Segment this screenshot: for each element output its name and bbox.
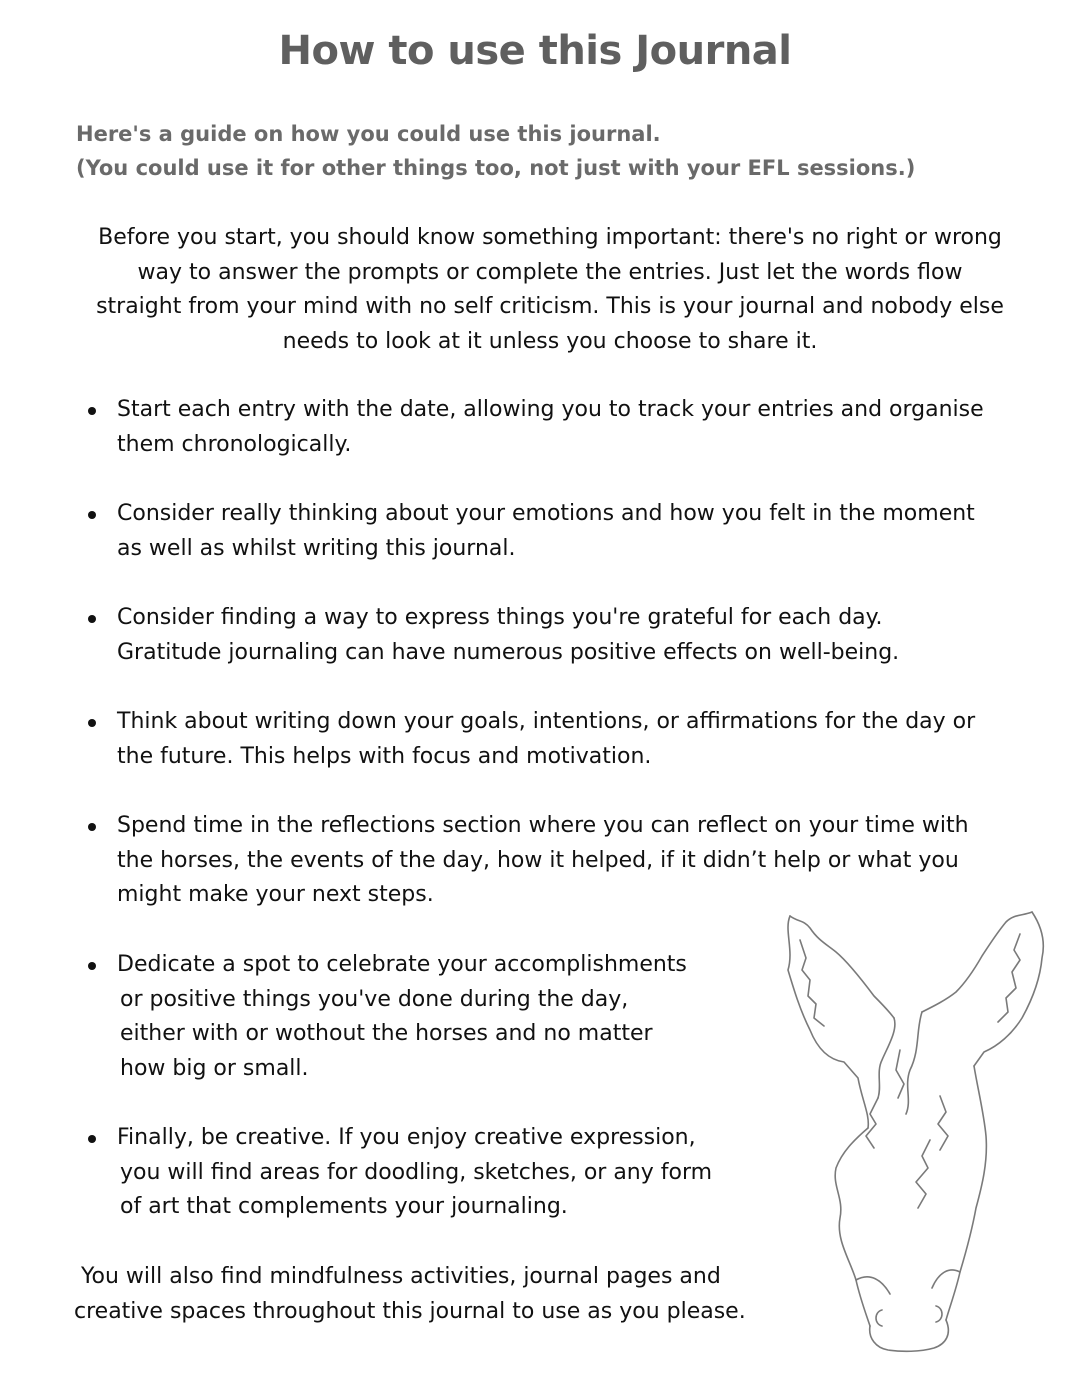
tip-line: Finally, be creative. If you enjoy creative expression, [117, 1125, 696, 1150]
closing-paragraph [74, 1260, 794, 1329]
list-item [88, 809, 1037, 913]
intro-line: (You could use it for other things too, not just with your EFL sessions.) [76, 156, 916, 180]
preface-line: Before you start, you should know something important: there's no right or wrong [98, 225, 1002, 250]
tip-line: as well as whilst writing this journal. [117, 535, 516, 561]
list-item [88, 393, 1037, 462]
tip-line: Start each entry with the date, allowing you to track your entries and organise [117, 397, 984, 422]
bullet-icon [88, 511, 96, 519]
preface-line: needs to look at it unless you choose to share it. [282, 328, 818, 354]
list-item [88, 497, 1037, 566]
tip-line: either with or wothout the horses and no matter [120, 1021, 653, 1046]
bullet-icon [88, 615, 96, 623]
tip-line: Consider finding a way to express things you're grateful for each day. [117, 605, 883, 630]
tip-line: of art that complements your journaling. [120, 1194, 568, 1219]
bullet-icon [88, 719, 96, 727]
intro-line: Here's a guide on how you could use this journal. [76, 122, 661, 146]
tip-line: how big or small. [120, 1055, 309, 1081]
tip-line: the horses, the events of the day, how it helped, if it didn’t help or what you [117, 847, 959, 873]
preface-paragraph [60, 221, 1040, 359]
tip-line: the future. This helps with focus and motivation. [117, 743, 652, 769]
tip-line: or positive things you've done during the day, [120, 986, 629, 1012]
closing-line: You will also find mindfulness activities, journal pages and [74, 1264, 721, 1289]
tip-line: Dedicate a spot to celebrate your accomplishments [117, 952, 687, 977]
bullet-icon [88, 823, 96, 831]
bullet-icon [88, 962, 96, 970]
bullet-icon [88, 407, 96, 415]
tip-line: Spend time in the reflections section where you can reflect on your time with [117, 813, 969, 838]
tip-line: them chronologically. [117, 431, 352, 457]
horse-head-line-drawing-icon [770, 900, 1060, 1360]
tip-line: Consider really thinking about your emotions and how you felt in the moment [117, 501, 975, 526]
tip-line: Gratitude journaling can have numerous positive effects on well-being. [117, 639, 900, 665]
preface-line: way to answer the prompts or complete the entries. Just let the words flow [137, 259, 963, 285]
list-item [88, 601, 1037, 670]
page-title: How to use this Journal [278, 28, 792, 74]
list-item [88, 705, 1037, 774]
bullet-icon [88, 1135, 96, 1143]
list-item [88, 948, 757, 1086]
tip-line: Think about writing down your goals, intentions, or affirmations for the day or [117, 709, 976, 734]
intro-note [76, 117, 1026, 185]
preface-line: straight from your mind with no self criticism. This is your journal and nobody else [96, 294, 1004, 319]
tip-line: you will find areas for doodling, sketches, or any form [120, 1159, 713, 1185]
tip-line: might make your next steps. [117, 882, 434, 907]
list-item [88, 1121, 757, 1225]
closing-line: creative spaces throughout this journal to use as you please. [74, 1298, 746, 1324]
